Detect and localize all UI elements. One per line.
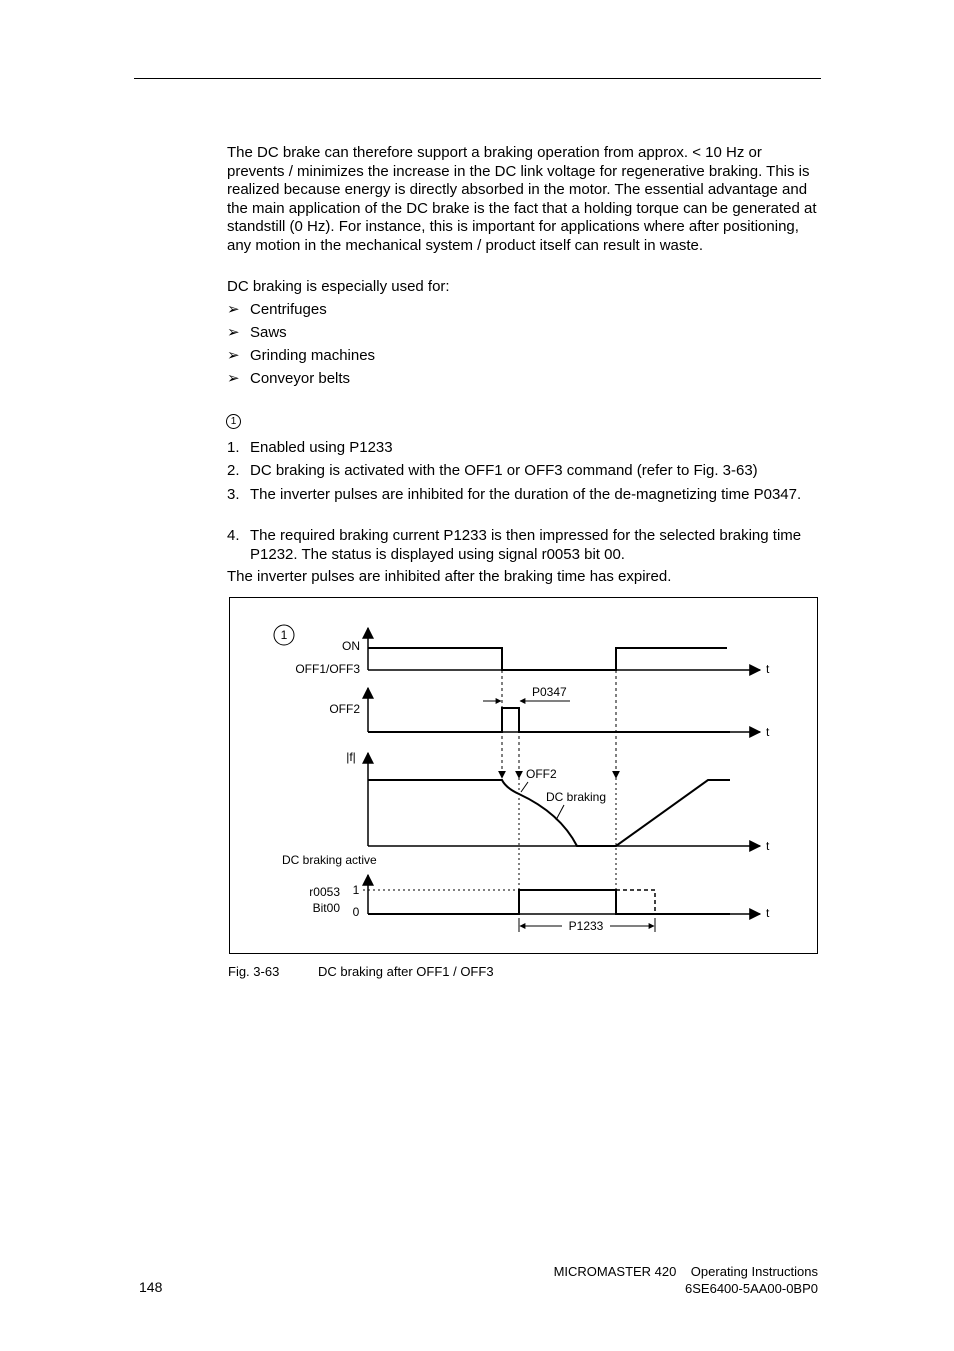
list-item: ➢ Conveyor belts: [227, 370, 351, 387]
bullet-arrow-icon: ➢: [227, 347, 240, 364]
marker-label: 1: [280, 628, 288, 642]
level-1-label: 1: [352, 883, 360, 897]
off2-signal: [368, 708, 730, 732]
dc-active-signal: [368, 890, 730, 914]
t-label: t: [766, 662, 770, 676]
timing-diagram: [229, 597, 818, 954]
dc-braking-leader: [556, 805, 564, 820]
footer-doc-id: 6SE6400-5AA00-0BP0: [685, 1281, 818, 1296]
step-item: 1. Enabled using P1233: [227, 439, 393, 456]
r0053-label: r0053: [309, 885, 340, 899]
t-label: t: [766, 839, 770, 853]
closing-paragraph: The inverter pulses are inhibited after the braking time has expired.: [227, 568, 672, 585]
on-off13-signal: [368, 648, 727, 670]
t-label: t: [766, 725, 770, 739]
circled-marker-1: 1: [226, 414, 241, 429]
off2-label: OFF2: [329, 702, 360, 716]
level-0-label: 0: [352, 905, 360, 919]
p1233-label: P1233: [568, 919, 604, 933]
caption-number: Fig. 3-63: [228, 964, 280, 979]
caption-title: DC braking after OFF1 / OFF3: [318, 964, 494, 979]
list-item: ➢ Grinding machines: [227, 347, 376, 364]
footer-product: MICROMASTER 420 Operating Instructions: [553, 1264, 818, 1279]
list-item: ➢ Centrifuges: [227, 301, 327, 318]
t-label: t: [766, 906, 770, 920]
figure-caption: [228, 964, 494, 979]
bit00-label: Bit00: [312, 901, 340, 915]
bullet-arrow-icon: ➢: [227, 370, 240, 387]
header-rule: [134, 78, 821, 79]
on-label: ON: [342, 639, 360, 653]
bullet-arrow-icon: ➢: [227, 324, 240, 341]
step-item: 2. DC braking is activated with the OFF1 or OFF3 command (refer to Fig. 3-63): [227, 462, 758, 479]
off2-leader: [521, 782, 528, 792]
dc-active-label: DC braking active: [282, 853, 377, 867]
dc-active-signal-alt: [616, 890, 655, 914]
step-item: 3. The inverter pulses are inhibited for the duration of the de-magnetizing time P0347.: [227, 486, 802, 503]
f-axis-label: |f|: [346, 750, 356, 764]
bullet-arrow-icon: ➢: [227, 301, 240, 318]
off13-label: OFF1/OFF3: [295, 662, 360, 676]
page-number: 148: [139, 1279, 163, 1295]
step-item: 4. The required braking current P1233 is then impressed for the selected braking time P1232. The status is displayed using signal r0053 bit 00.: [227, 527, 802, 563]
p0347-label: P0347: [532, 685, 567, 699]
dc-braking-label: DC braking: [546, 790, 607, 804]
intro-paragraph: The DC brake can therefore support a braking operation from approx. < 10 Hz or prevents / minimizes the increase in the DC link voltage for regenerative braking. This is realized because energy is directly absorbed in the motor. The essential advantage and the main application of the DC brake is the fact that a holding torque can be generated at standstill (0 Hz). For instance, this is important for applications where after positioning, any motion in the mechanical system / product itself can result in waste.: [227, 144, 817, 254]
list-item: ➢ Saws: [227, 324, 287, 341]
off2-curve-label: OFF2: [526, 767, 557, 781]
uses-intro: DC braking is especially used for:: [227, 278, 450, 295]
